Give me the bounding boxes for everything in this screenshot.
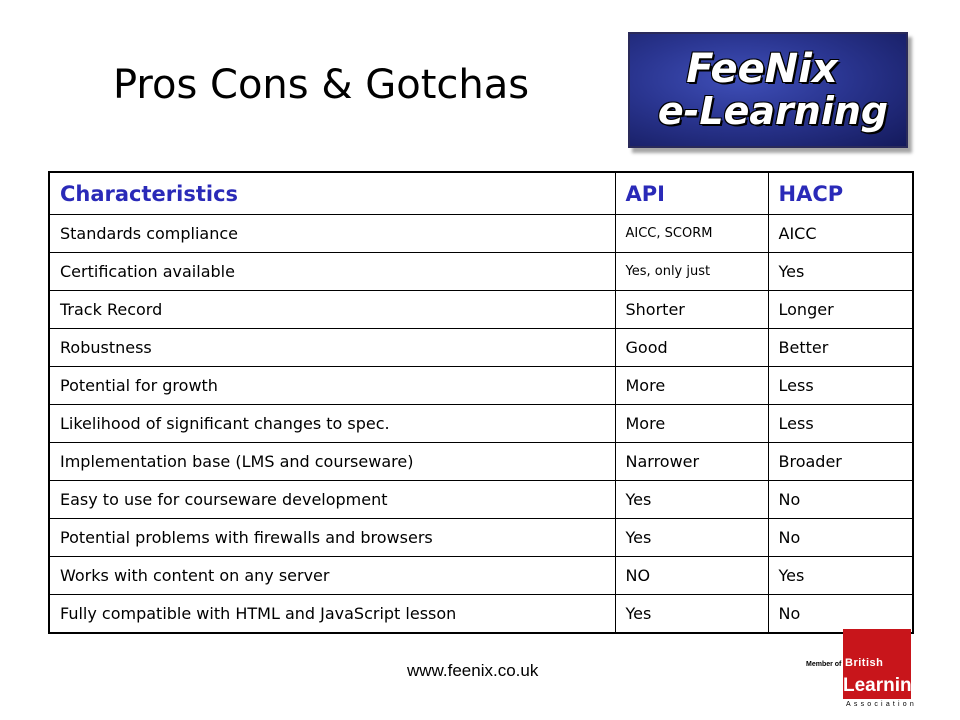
cell-api: More xyxy=(615,405,768,443)
cell-api: NO xyxy=(615,557,768,595)
table-row xyxy=(49,367,913,405)
cell-characteristic: Easy to use for courseware development xyxy=(49,481,615,519)
cell-api: Yes, only just xyxy=(615,253,768,291)
member-of-label: Member of xyxy=(806,661,842,668)
cell-hacp: Broader xyxy=(768,443,913,481)
cell-api: Shorter xyxy=(615,291,768,329)
logo-line1: FeeNix xyxy=(686,46,838,92)
cell-characteristic: Implementation base (LMS and courseware) xyxy=(49,443,615,481)
cell-characteristic: Standards compliance xyxy=(49,215,615,253)
table-row xyxy=(49,291,913,329)
cell-hacp: Better xyxy=(768,329,913,367)
table-row xyxy=(49,443,913,481)
cell-hacp: Yes xyxy=(768,253,913,291)
cell-characteristic: Potential for growth xyxy=(49,367,615,405)
cell-api: Yes xyxy=(615,519,768,557)
cell-hacp: No xyxy=(768,595,913,634)
header-characteristics: Characteristics xyxy=(49,172,615,215)
cell-hacp: No xyxy=(768,481,913,519)
cell-characteristic: Certification available xyxy=(49,253,615,291)
footer-url[interactable]: www.feenix.co.uk xyxy=(407,661,539,680)
header-hacp: HACP xyxy=(768,172,913,215)
cell-api: Good xyxy=(615,329,768,367)
cell-api: AICC, SCORM xyxy=(615,215,768,253)
cell-characteristic: Likelihood of significant changes to spec. xyxy=(49,405,615,443)
cell-characteristic: Fully compatible with HTML and JavaScript lesson xyxy=(49,595,615,634)
cell-hacp: Less xyxy=(768,405,913,443)
cell-characteristic: Works with content on any server xyxy=(49,557,615,595)
cell-api: Yes xyxy=(615,481,768,519)
badge-british-text: British xyxy=(845,657,884,669)
table-row xyxy=(49,253,913,291)
cell-characteristic: Potential problems with firewalls and browsers xyxy=(49,519,615,557)
slide-title: Pros Cons & Gotchas xyxy=(113,62,530,108)
table-row xyxy=(49,329,913,367)
table-row xyxy=(49,481,913,519)
comparison-table xyxy=(48,171,914,634)
table-row xyxy=(49,557,913,595)
feenix-logo xyxy=(628,32,908,148)
logo-line2: e-Learning xyxy=(657,89,889,133)
cell-hacp: AICC xyxy=(768,215,913,253)
table-row xyxy=(49,215,913,253)
table-row xyxy=(49,405,913,443)
cell-hacp: Yes xyxy=(768,557,913,595)
cell-api: Yes xyxy=(615,595,768,634)
badge-learning-text: Learning xyxy=(843,675,924,696)
cell-api: More xyxy=(615,367,768,405)
cell-characteristic: Robustness xyxy=(49,329,615,367)
table-header-row xyxy=(49,172,913,215)
table-row xyxy=(49,519,913,557)
header-api: API xyxy=(615,172,768,215)
cell-characteristic: Track Record xyxy=(49,291,615,329)
table-row xyxy=(49,595,913,634)
cell-hacp: No xyxy=(768,519,913,557)
cell-api: Narrower xyxy=(615,443,768,481)
cell-hacp: Less xyxy=(768,367,913,405)
cell-hacp: Longer xyxy=(768,291,913,329)
badge-association-text: Association xyxy=(846,701,917,708)
